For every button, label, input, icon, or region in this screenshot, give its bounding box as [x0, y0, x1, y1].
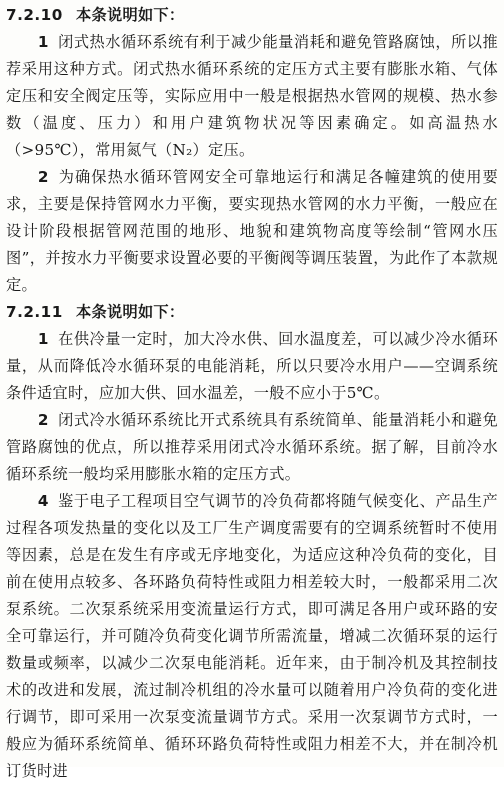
clause-item-7-2-11-1 [6, 326, 498, 407]
item-number: 2 [37, 411, 49, 429]
clause-item-7-2-10-2 [6, 164, 498, 299]
clause-heading-7-2-11 [6, 299, 498, 326]
clause-number: 7.2.11 [6, 303, 63, 321]
clause-number: 7.2.10 [6, 6, 63, 24]
item-number: 1 [37, 330, 49, 348]
clause-item-7-2-10-1 [6, 29, 498, 164]
clause-item-7-2-11-2 [6, 407, 498, 488]
item-text: 鉴于电子工程项目空气调节的冷负荷都将随气候变化、产品生产过程各项发热量的变化以及工厂生产调度需要有的空调系统暂时不使用等因素，总是在发生有序或无序地变化，为适应这种冷负荷的变化，目前在使用点较多、各环路负荷特性或阻力相差较大时，一般都采用二次泵系统。二次泵系统采用变流量运行方式，即可满足各用户或环路的安全可靠运行，并可随冷负荷变化调节所需流量，增减二次循环泵的运行数量或频率，以减少二次泵电能消耗。近年来，由于制冷机及其控制技术的改进和发展，流过制冷机组的冷水量可以随着用户冷负荷的变化进行调节，即可采用一次泵变流量调节方式。采用一次泵调节方式时，一般应为循环系统简单、循环环路负荷特性或阻力相差不大，并在制冷机订货时进 [6, 492, 498, 780]
clause-heading-7-2-10 [6, 2, 498, 29]
item-text: 为确保热水循环管网安全可靠地运行和满足各幢建筑的使用要求，主要是保持管网水力平衡，要实现热水管网的水力平衡，一般应在设计阶段根据管网范围的地形、地貌和建筑物高度等绘制“管网水压图”，并按水力平衡要求设置必要的平衡阀等调压装置，为此作了本款规定。 [6, 168, 498, 294]
clause-heading-text: 本条说明如下： [76, 303, 185, 321]
item-text: 在供冷量一定时，加大冷水供、回水温度差，可以减少冷水循环量，从而降低冷水循环泵的电能消耗，所以只要冷水用户——空调系统条件适宜时，应加大供、回水温差，一般不应小于5℃。 [6, 330, 498, 402]
clause-heading-text: 本条说明如下： [76, 6, 185, 24]
item-number: 2 [37, 168, 49, 186]
item-text: 闭式热水循环系统有利于减少能量消耗和避免管路腐蚀，所以推荐采用这种方式。闭式热水循环系统的定压方式主要有膨胀水箱、气体定压和安全阀定压等，实际应用中一般是根据热水管网的规模、热水参数（温度、压力）和用户建筑物状况等因素确定。如高温热水（>95℃），常用氮气（N₂）定压。 [6, 33, 498, 159]
item-number: 4 [37, 492, 49, 510]
item-text: 闭式冷水循环系统比开式系统具有系统简单、能量消耗小和避免管路腐蚀的优点，所以推荐采用闭式冷水循环系统。据了解，目前冷水循环系统一般均采用膨胀水箱的定压方式。 [6, 411, 498, 483]
item-number: 1 [37, 33, 49, 51]
clause-item-7-2-11-4 [6, 488, 498, 785]
